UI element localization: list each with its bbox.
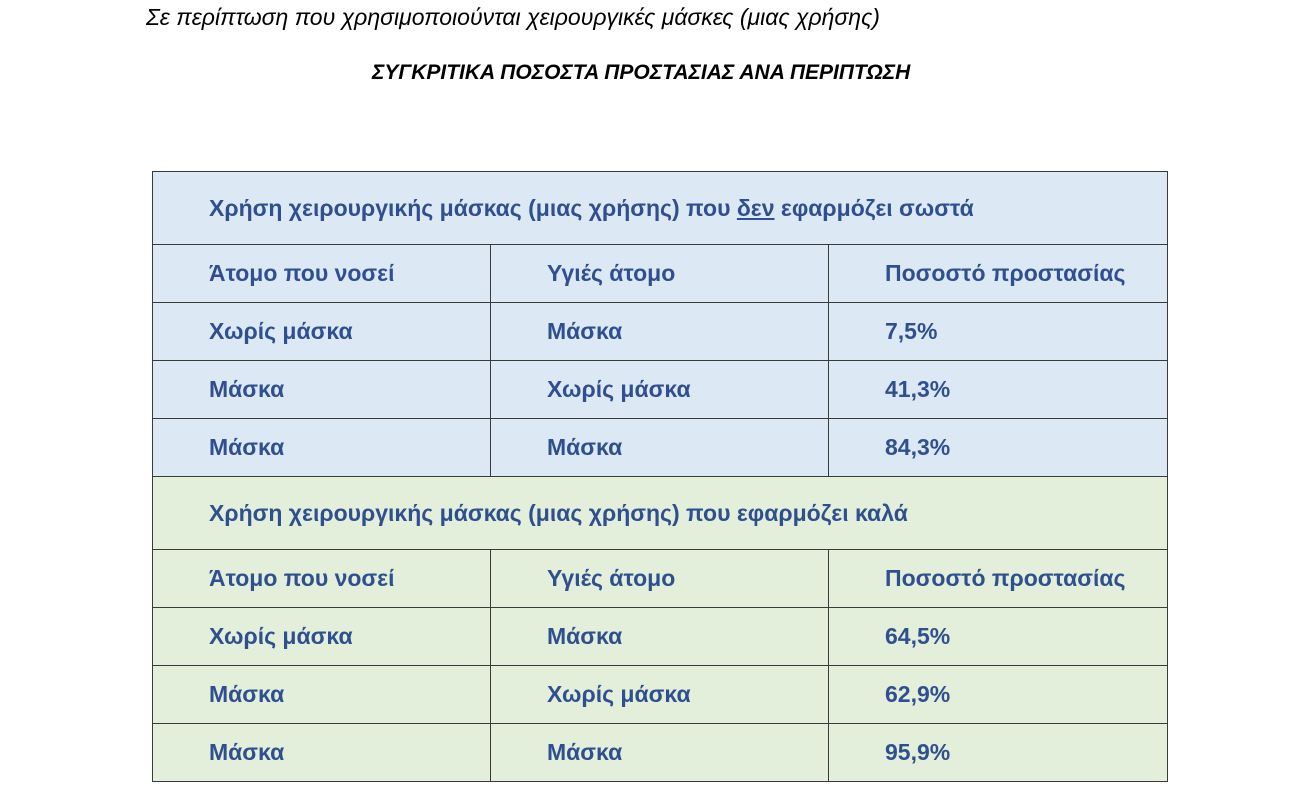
table-cell: 84,3% [829, 419, 1168, 477]
column-header-protection-rate: Ποσοστό προστασίας [829, 550, 1168, 608]
table-cell: 95,9% [829, 724, 1168, 782]
table-row [153, 608, 1168, 666]
document-subtitle: Σε περίπτωση που χρησιμοποιούνται χειρουργικές μάσκες (μιας χρήσης) [146, 4, 880, 30]
table-cell: Χωρίς μάσκα [491, 361, 829, 419]
table-row [153, 724, 1168, 782]
table-cell: 62,9% [829, 666, 1168, 724]
table-cell: Μάσκα [491, 608, 829, 666]
table-cell: Μάσκα [153, 724, 491, 782]
section-1-title-row [153, 172, 1168, 245]
table-cell: Χωρίς μάσκα [491, 666, 829, 724]
section-2-title-row [153, 477, 1168, 550]
table-cell: Μάσκα [491, 724, 829, 782]
table-cell: Χωρίς μάσκα [153, 303, 491, 361]
column-header-healthy-person: Υγιές άτομο [491, 245, 829, 303]
protection-rates-table [152, 171, 1168, 782]
table-cell: 41,3% [829, 361, 1168, 419]
table-row [153, 361, 1168, 419]
column-header-protection-rate: Ποσοστό προστασίας [829, 245, 1168, 303]
section-title: Χρήση χειρουργικής μάσκας (μιας χρήσης) που εφαρμόζει καλά [153, 477, 1168, 550]
table-cell: Μάσκα [491, 419, 829, 477]
column-header-sick-person: Άτομο που νοσεί [153, 245, 491, 303]
table-cell: Μάσκα [153, 666, 491, 724]
table-cell: Μάσκα [153, 419, 491, 477]
column-header-sick-person: Άτομο που νοσεί [153, 550, 491, 608]
table-cell: 7,5% [829, 303, 1168, 361]
table-cell: 64,5% [829, 608, 1168, 666]
table-cell: Μάσκα [153, 361, 491, 419]
table-cell: Μάσκα [491, 303, 829, 361]
document-title: ΣΥΓΚΡΙΤΙΚΑ ΠΟΣΟΣΤΑ ΠΡΟΣΤΑΣΙΑΣ ΑΝΑ ΠΕΡΙΠΤΩΣΗ [372, 61, 911, 84]
table-row [153, 666, 1168, 724]
table-row [153, 419, 1168, 477]
section-1-header-row [153, 245, 1168, 303]
emphasis-word: δεν [736, 194, 775, 221]
section-2-header-row [153, 550, 1168, 608]
column-header-healthy-person: Υγιές άτομο [491, 550, 829, 608]
table-cell: Χωρίς μάσκα [153, 608, 491, 666]
table-row [153, 303, 1168, 361]
section-title: Χρήση χειρουργικής μάσκας (μιας χρήσης) που δεν εφαρμόζει σωστά [153, 172, 1168, 245]
